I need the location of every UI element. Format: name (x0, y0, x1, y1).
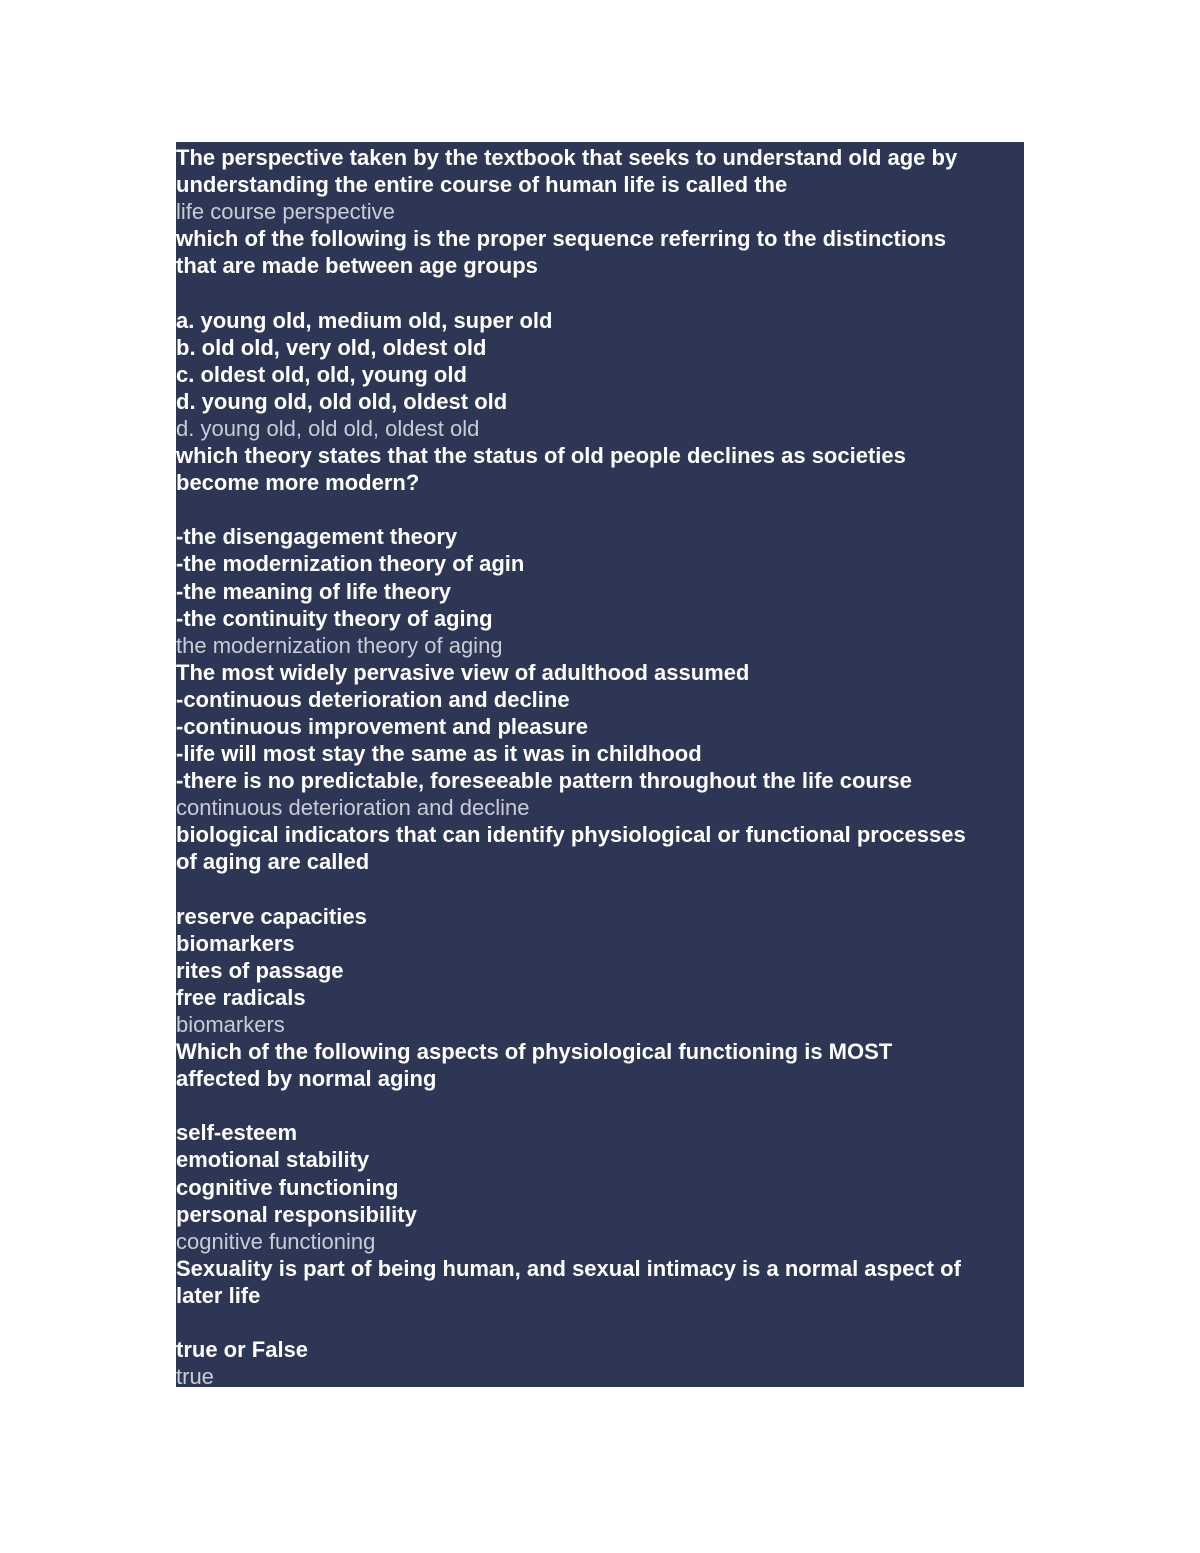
question-line: b. old old, very old, oldest old (176, 334, 487, 360)
question-line: Sexuality is part of being human, and sexual intimacy is a normal aspect of (176, 1255, 961, 1281)
question-line: emotional stability (176, 1147, 370, 1173)
question-line: -there is no predictable, foreseeable pattern throughout the life course (176, 768, 912, 794)
question-line: -the disengagement theory (176, 524, 458, 550)
question-line: free radicals (176, 984, 306, 1010)
question-line: a. young old, medium old, super old (176, 307, 553, 333)
blank-line (176, 496, 1024, 523)
answer-line: true (176, 1364, 214, 1390)
question-line: cognitive functioning (176, 1174, 399, 1200)
question-line: -life will most stay the same as it was in childhood (176, 741, 702, 767)
question-line: d. young old, old old, oldest old (176, 388, 508, 414)
question-line: true or False (176, 1337, 309, 1363)
blank-line (176, 1092, 1024, 1119)
answer-line: cognitive functioning (176, 1228, 376, 1254)
question-line: The perspective taken by the textbook that seeks to understand old age by (176, 145, 958, 170)
answer-line: life course perspective (176, 199, 395, 225)
blank-line (176, 876, 1024, 903)
question-line: Which of the following aspects of physiological functioning is MOST (176, 1039, 893, 1065)
question-line: biomarkers (176, 930, 295, 956)
question-line: The most widely pervasive view of adulthood assumed (176, 659, 750, 685)
question-line: that are made between age groups (176, 253, 538, 279)
question-line: later life (176, 1282, 261, 1308)
blank-line (176, 279, 1024, 306)
question-line: -the meaning of life theory (176, 578, 452, 604)
question-line: -the modernization theory of agin (176, 551, 525, 577)
question-line: become more modern? (176, 470, 420, 496)
question-line: -the continuity theory of aging (176, 605, 493, 631)
question-line: biological indicators that can identify physiological or functional processes (176, 822, 966, 848)
question-line: -continuous improvement and pleasure (176, 713, 588, 739)
answer-line: d. young old, old old, oldest old (176, 415, 480, 441)
question-line: rites of passage (176, 957, 344, 983)
question-line: personal responsibility (176, 1201, 417, 1227)
question-line: understanding the entire course of human life is called the (176, 172, 788, 198)
question-line: -continuous deterioration and decline (176, 686, 570, 712)
question-line: self-esteem (176, 1120, 298, 1146)
question-line: reserve capacities (176, 903, 367, 929)
question-line: affected by normal aging (176, 1066, 437, 1092)
flashcard-text-panel (176, 142, 1024, 1390)
answer-line: biomarkers (176, 1012, 285, 1037)
answer-line: the modernization theory of aging (176, 632, 503, 658)
question-line: which theory states that the status of old people declines as societies (176, 443, 906, 469)
question-line: which of the following is the proper sequence referring to the distinctions (176, 226, 947, 252)
answer-line: continuous deterioration and decline (176, 795, 530, 821)
question-line: of aging are called (176, 849, 370, 875)
blank-line (176, 1309, 1024, 1336)
question-line: c. oldest old, old, young old (176, 361, 467, 387)
